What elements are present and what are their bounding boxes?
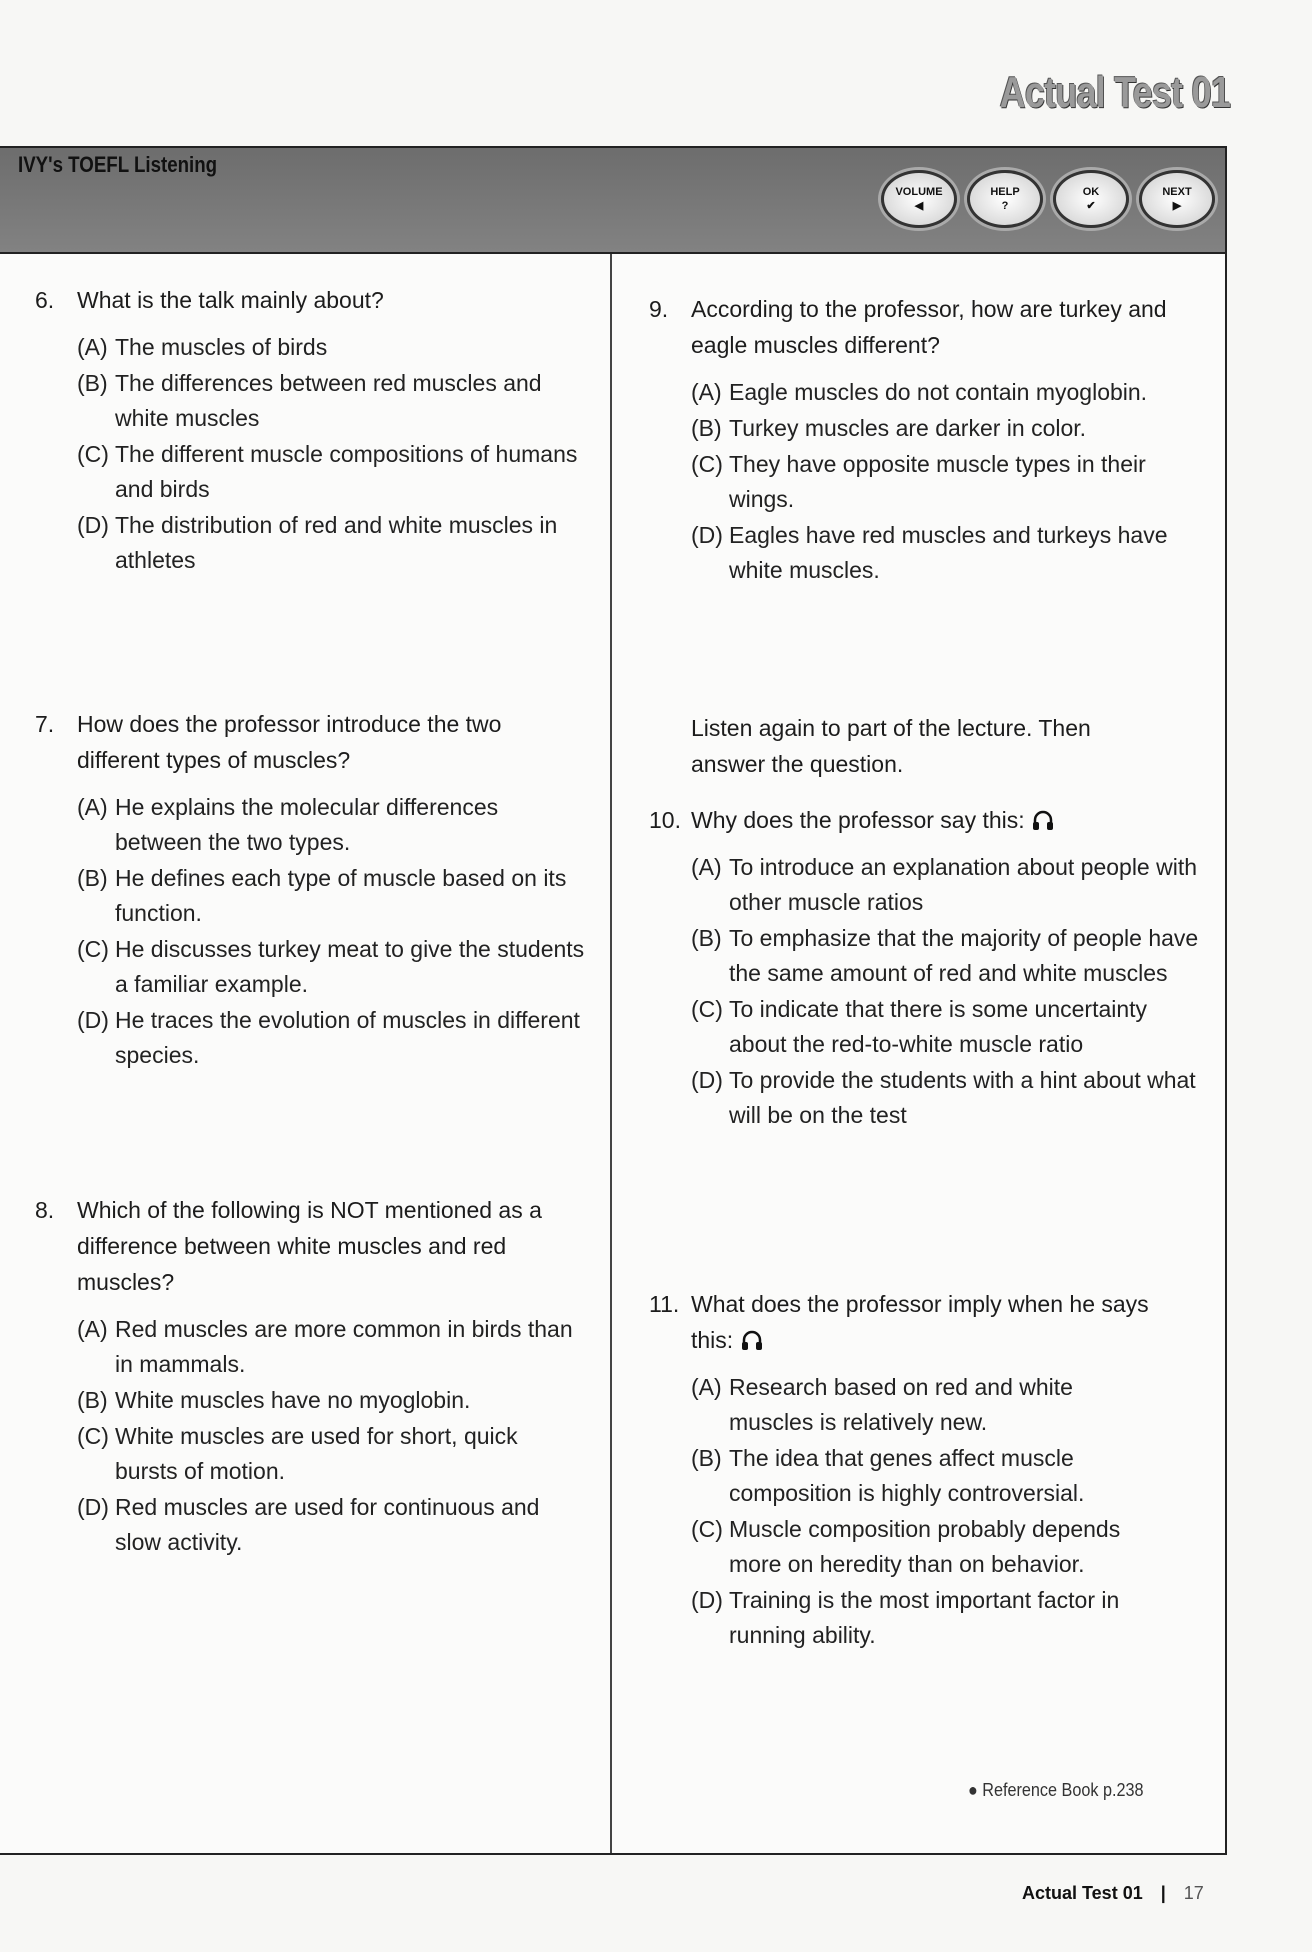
question-number: 10. (649, 807, 681, 833)
option-label: (B) (691, 925, 722, 951)
page-footer (1022, 1883, 1204, 1904)
check-icon: ✔ (1086, 200, 1096, 212)
option-label: (A) (691, 379, 722, 405)
option-label: (D) (691, 1587, 723, 1613)
option-label: (A) (691, 854, 722, 880)
answer-option[interactable] (691, 992, 1209, 1062)
bullet-icon: ● (968, 1780, 983, 1800)
option-text: Red muscles are used for continuous and slow activity. (115, 1494, 540, 1555)
headphones-icon[interactable] (740, 1326, 764, 1350)
answer-option[interactable] (77, 1419, 585, 1489)
option-label: (B) (691, 415, 722, 441)
reference-note (968, 1780, 1144, 1801)
option-text: Muscle composition probably depends more on heredity than on behavior. (729, 1516, 1121, 1577)
help-label: HELP (990, 186, 1020, 198)
reference-text: Reference Book p.238 (982, 1780, 1144, 1800)
answer-options (691, 375, 1209, 588)
answer-option[interactable] (691, 518, 1209, 588)
answer-options (691, 1370, 1159, 1653)
answer-option[interactable] (691, 1370, 1159, 1440)
option-label: (C) (77, 1423, 109, 1449)
answer-option[interactable] (77, 330, 585, 365)
next-button[interactable] (1139, 170, 1215, 228)
answer-option[interactable] (77, 932, 585, 1002)
question-number: 7. (35, 711, 55, 737)
ok-button[interactable] (1053, 170, 1129, 228)
option-text: He traces the evolution of muscles in different species. (115, 1007, 580, 1068)
play-icon: ▶ (1172, 200, 1182, 212)
question-text: Which of the following is NOT mentioned as a difference between white muscles and red muscles? (77, 1197, 542, 1295)
volume-label: VOLUME (895, 186, 943, 198)
answer-option[interactable] (691, 1583, 1159, 1653)
question-6 (35, 282, 585, 579)
answer-option[interactable] (77, 790, 585, 860)
option-text: The different muscle compositions of humans and birds (115, 441, 578, 502)
question-number: 8. (35, 1197, 55, 1223)
answer-option[interactable] (691, 375, 1209, 410)
option-text: To provide the students with a hint about what will be on the test (729, 1067, 1196, 1128)
answer-option[interactable] (77, 1383, 585, 1418)
option-label: (B) (77, 865, 108, 891)
toolbar (0, 148, 1225, 254)
option-text: The distribution of red and white muscles in athletes (115, 512, 558, 573)
answer-option[interactable] (691, 1512, 1159, 1582)
option-label: (A) (77, 334, 108, 360)
option-text: He defines each type of muscle based on its function. (115, 865, 567, 926)
option-text: To emphasize that the majority of people have the same amount of red and white muscles (729, 925, 1199, 986)
question-number: 9. (649, 296, 669, 322)
option-label: (D) (77, 512, 109, 538)
volume-icon: ◀ (914, 200, 924, 212)
answer-option[interactable] (691, 411, 1209, 446)
question-7 (35, 706, 585, 1074)
answer-option[interactable] (77, 508, 585, 578)
question-text: How does the professor introduce the two different types of muscles? (77, 711, 502, 773)
question-8 (35, 1192, 585, 1561)
option-label: (A) (77, 1316, 108, 1342)
option-label: (C) (691, 1516, 723, 1542)
option-label: (D) (691, 1067, 723, 1093)
option-label: (C) (691, 451, 723, 477)
answer-option[interactable] (691, 921, 1209, 991)
question-text: What is the talk mainly about? (77, 287, 384, 313)
option-text: White muscles are used for short, quick bursts of motion. (115, 1423, 518, 1484)
option-text: They have opposite muscle types in their wings. (729, 451, 1146, 512)
option-label: (C) (77, 936, 109, 962)
ok-label: OK (1082, 186, 1100, 198)
answer-options (77, 790, 585, 1073)
option-text: White muscles have no myoglobin. (115, 1387, 471, 1413)
listen-again-instruction: Listen again to part of the lecture. Then answer the question. (691, 715, 1091, 777)
option-text: The muscles of birds (115, 334, 328, 360)
answer-options (77, 1312, 585, 1560)
question-text: Why does the professor say this: (691, 802, 1055, 838)
option-text: To introduce an explanation about people with other muscle ratios (729, 854, 1198, 915)
footer-title: Actual Test 01 (1022, 1883, 1143, 1903)
footer-separator: | (1160, 1883, 1166, 1903)
next-label: NEXT (1162, 186, 1192, 198)
option-text: Research based on red and white muscles is relatively new. (729, 1374, 1073, 1435)
option-text: Red muscles are more common in birds than in mammals. (115, 1316, 573, 1377)
option-label: (C) (77, 441, 109, 467)
question-9 (649, 291, 1209, 589)
option-label: (B) (77, 370, 108, 396)
option-label: (A) (77, 794, 108, 820)
answer-option[interactable] (77, 366, 585, 436)
page-title: Actual Test 01 (999, 68, 1230, 117)
question-11 (649, 1286, 1159, 1654)
option-label: (C) (691, 996, 723, 1022)
option-label: (D) (691, 522, 723, 548)
question-text: According to the professor, how are turkey and eagle muscles different? (691, 296, 1167, 358)
option-text: Eagle muscles do not contain myoglobin. (729, 379, 1148, 405)
question-text: What does the professor imply when he says this: (691, 1291, 1149, 1353)
option-text: The idea that genes affect muscle composition is highly controversial. (729, 1445, 1085, 1506)
option-label: (B) (691, 1445, 722, 1471)
answer-option[interactable] (77, 1003, 585, 1073)
headphones-icon[interactable] (1031, 806, 1055, 830)
answer-option[interactable] (77, 861, 585, 931)
volume-button[interactable] (881, 170, 957, 228)
answer-option[interactable] (691, 447, 1209, 517)
help-button[interactable] (967, 170, 1043, 228)
answer-options (691, 850, 1209, 1133)
help-icon: ? (1001, 200, 1009, 212)
answer-options (77, 330, 585, 578)
column-divider (610, 254, 612, 1853)
question-number: 6. (35, 287, 55, 313)
option-label: (D) (77, 1007, 109, 1033)
option-label: (D) (77, 1494, 109, 1520)
option-text: Turkey muscles are darker in color. (729, 415, 1087, 441)
answer-option[interactable] (691, 1441, 1159, 1511)
option-text: He discusses turkey meat to give the students a familiar example. (115, 936, 585, 997)
answer-option[interactable] (77, 1312, 585, 1382)
answer-option[interactable] (691, 850, 1209, 920)
option-text: Eagles have red muscles and turkeys have white muscles. (729, 522, 1168, 583)
option-text: Training is the most important factor in running ability. (729, 1587, 1120, 1648)
option-label: (B) (77, 1387, 108, 1413)
question-number: 11. (649, 1291, 680, 1317)
option-text: He explains the molecular differences between the two types. (115, 794, 499, 855)
answer-option[interactable] (77, 437, 585, 507)
option-label: (A) (691, 1374, 722, 1400)
answer-option[interactable] (691, 1063, 1209, 1133)
option-text: To indicate that there is some uncertainty about the red-to-white muscle ratio (729, 996, 1148, 1057)
question-10 (649, 802, 1209, 1134)
toolbar-title: IVY's TOEFL Listening (18, 152, 218, 177)
page-number: 17 (1183, 1883, 1204, 1903)
answer-option[interactable] (77, 1490, 585, 1560)
option-text: The differences between red muscles and white muscles (115, 370, 542, 431)
